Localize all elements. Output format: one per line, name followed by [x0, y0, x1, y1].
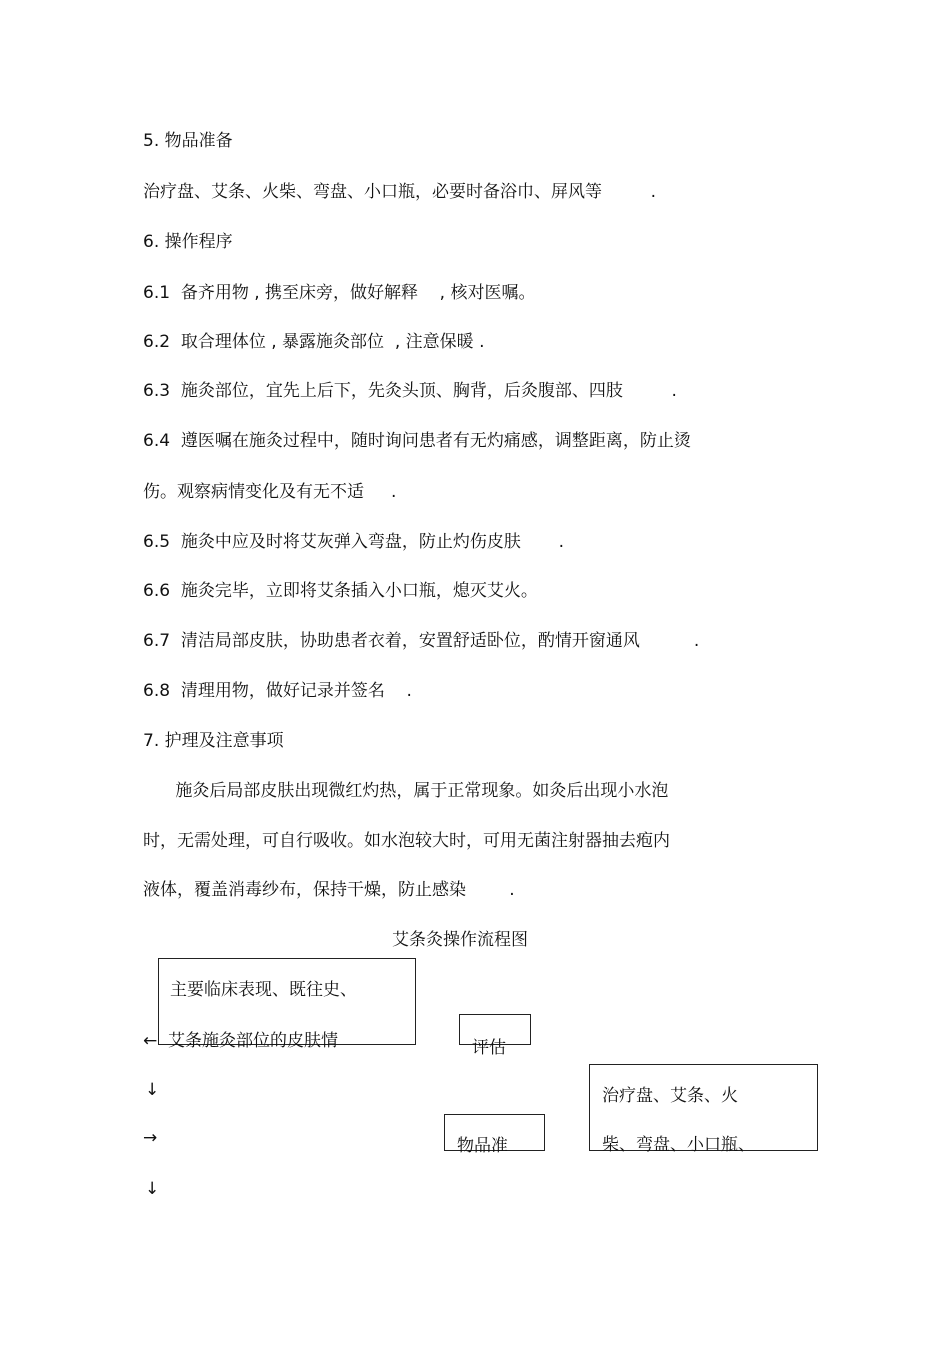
- section-7-heading: 7. 护理及注意事项: [143, 731, 284, 751]
- flowchart-title: 艾条灸操作流程图: [392, 930, 528, 950]
- section-5-heading: 5. 物品准备: [143, 131, 233, 151]
- arrow-down-icon-2: ↓: [145, 1179, 160, 1199]
- step-6-2: 6.2 取合理体位 , 暴露施灸部位 , 注意保暖 .: [143, 332, 485, 352]
- prep-detail-line-1: 治疗盘、艾条、火: [602, 1086, 738, 1106]
- assess-detail-line-2: ← 艾条施灸部位的皮肤情: [143, 1031, 339, 1051]
- step-6-5: 6.5 施灸中应及时将艾灰弹入弯盘，防止灼伤皮肤 .: [143, 532, 565, 552]
- step-6-7: 6.7 清洁局部皮肤，协助患者衣着，安置舒适卧位，酌情开窗通风 .: [143, 631, 700, 651]
- step-6-1: 6.1 备齐用物 , 携至床旁，做好解释 , 核对医嘱。: [143, 283, 536, 303]
- arrow-down-icon: ↓: [145, 1080, 160, 1100]
- step-6-8: 6.8 清理用物，做好记录并签名 .: [143, 681, 412, 701]
- section-7-para-3: 液体，覆盖消毒纱布，保持干燥，防止感染 .: [143, 880, 515, 900]
- section-6-heading: 6. 操作程序: [143, 232, 233, 252]
- step-6-4-cont: 伤。观察病情变化及有无不适 .: [143, 482, 397, 502]
- section-7-para-1: 施灸后局部皮肤出现微红灼热，属于正常现象。如灸后出现小水泡: [143, 781, 669, 801]
- prep-label: 物品准: [457, 1136, 508, 1156]
- step-6-6: 6.6 施灸完毕，立即将艾条插入小口瓶，熄灭艾火。: [143, 581, 538, 601]
- step-6-4: 6.4 遵医嘱在施灸过程中，随时询问患者有无灼痛感，调整距离，防止烫: [143, 431, 691, 451]
- prep-detail-line-2: 柴、弯盘、小口瓶、: [602, 1135, 755, 1155]
- section-5-text: 治疗盘、艾条、火柴、弯盘、小口瓶，必要时备浴巾、屏风等 .: [143, 182, 657, 202]
- assess-detail-line-1: 主要临床表现、既往史、: [170, 980, 357, 1000]
- step-6-3: 6.3 施灸部位，宜先上后下，先灸头顶、胸背，后灸腹部、四肢 .: [143, 381, 677, 401]
- assess-label: 评估: [472, 1038, 506, 1058]
- arrow-right-icon: →: [143, 1128, 158, 1148]
- section-7-para-2: 时，无需处理，可自行吸收。如水泡较大时，可用无菌注射器抽去疱内: [143, 831, 670, 851]
